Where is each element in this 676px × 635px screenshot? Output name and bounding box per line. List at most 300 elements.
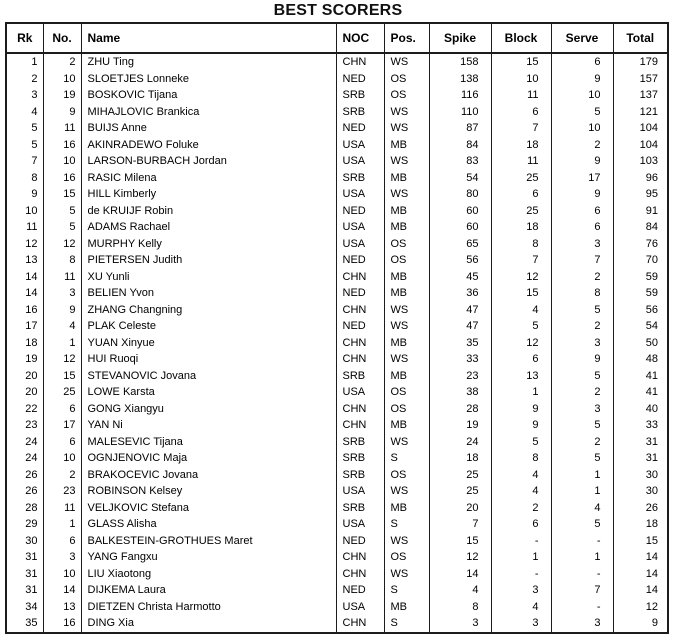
- cell-noc: SRB: [336, 87, 384, 104]
- cell-pos: WS: [384, 53, 429, 71]
- cell-noc: CHN: [336, 401, 384, 418]
- cell-total: 56: [613, 302, 668, 319]
- cell-name: OGNJENOVIC Maja: [81, 450, 336, 467]
- cell-pos: WS: [384, 153, 429, 170]
- cell-pos: OS: [384, 384, 429, 401]
- cell-spike: 18: [429, 450, 491, 467]
- cell-block: 2: [491, 500, 551, 517]
- cell-spike: 23: [429, 368, 491, 385]
- cell-rank: 26: [6, 483, 43, 500]
- cell-noc: USA: [336, 153, 384, 170]
- table-row: [6, 104, 668, 121]
- cell-total: 26: [613, 500, 668, 517]
- cell-rank: 3: [6, 87, 43, 104]
- table-row: [6, 335, 668, 352]
- cell-noc: USA: [336, 186, 384, 203]
- cell-rank: 34: [6, 599, 43, 616]
- cell-pos: OS: [384, 467, 429, 484]
- cell-noc: USA: [336, 219, 384, 236]
- cell-name: MURPHY Kelly: [81, 236, 336, 253]
- cell-total: 121: [613, 104, 668, 121]
- cell-rank: 5: [6, 137, 43, 154]
- cell-number: 6: [43, 401, 81, 418]
- cell-block: 18: [491, 137, 551, 154]
- cell-block: 3: [491, 615, 551, 633]
- cell-total: 30: [613, 483, 668, 500]
- cell-serve: 5: [551, 516, 613, 533]
- cell-number: 16: [43, 615, 81, 633]
- cell-rank: 31: [6, 566, 43, 583]
- cell-pos: S: [384, 450, 429, 467]
- cell-name: DIETZEN Christa Harmotto: [81, 599, 336, 616]
- cell-name: de KRUIJF Robin: [81, 203, 336, 220]
- cell-pos: OS: [384, 401, 429, 418]
- best-scorers-table: [5, 22, 669, 634]
- cell-rank: 24: [6, 450, 43, 467]
- cell-noc: SRB: [336, 500, 384, 517]
- col-header-spike: Spike: [429, 23, 491, 53]
- table-row: [6, 137, 668, 154]
- cell-total: 91: [613, 203, 668, 220]
- cell-spike: 158: [429, 53, 491, 71]
- cell-number: 6: [43, 533, 81, 550]
- cell-name: ZHANG Changning: [81, 302, 336, 319]
- cell-name: BOSKOVIC Tijana: [81, 87, 336, 104]
- cell-serve: 9: [551, 186, 613, 203]
- cell-block: 18: [491, 219, 551, 236]
- cell-noc: CHN: [336, 269, 384, 286]
- cell-spike: 25: [429, 483, 491, 500]
- table-row: [6, 566, 668, 583]
- cell-serve: 10: [551, 87, 613, 104]
- cell-block: 7: [491, 252, 551, 269]
- cell-total: 31: [613, 434, 668, 451]
- cell-spike: 28: [429, 401, 491, 418]
- cell-block: 25: [491, 203, 551, 220]
- cell-name: PIETERSEN Judith: [81, 252, 336, 269]
- cell-total: 95: [613, 186, 668, 203]
- cell-pos: WS: [384, 104, 429, 121]
- cell-rank: 14: [6, 285, 43, 302]
- cell-number: 9: [43, 104, 81, 121]
- cell-serve: 9: [551, 71, 613, 88]
- table-row: [6, 318, 668, 335]
- cell-pos: S: [384, 516, 429, 533]
- cell-serve: 17: [551, 170, 613, 187]
- cell-rank: 22: [6, 401, 43, 418]
- cell-rank: 31: [6, 582, 43, 599]
- cell-spike: 19: [429, 417, 491, 434]
- cell-rank: 5: [6, 120, 43, 137]
- table-row: [6, 417, 668, 434]
- cell-pos: WS: [384, 566, 429, 583]
- table-row: [6, 599, 668, 616]
- cell-noc: NED: [336, 120, 384, 137]
- cell-pos: WS: [384, 318, 429, 335]
- cell-number: 9: [43, 302, 81, 319]
- cell-rank: 30: [6, 533, 43, 550]
- table-row: [6, 269, 668, 286]
- table-row: [6, 533, 668, 550]
- cell-block: -: [491, 533, 551, 550]
- col-header-rank: Rk: [6, 23, 43, 53]
- table-body: [6, 53, 668, 633]
- cell-total: 14: [613, 582, 668, 599]
- cell-pos: WS: [384, 120, 429, 137]
- cell-spike: 60: [429, 203, 491, 220]
- cell-number: 1: [43, 335, 81, 352]
- cell-pos: OS: [384, 549, 429, 566]
- cell-pos: MB: [384, 170, 429, 187]
- cell-noc: NED: [336, 203, 384, 220]
- cell-serve: 9: [551, 153, 613, 170]
- cell-total: 12: [613, 599, 668, 616]
- cell-noc: CHN: [336, 335, 384, 352]
- cell-serve: 6: [551, 53, 613, 71]
- cell-spike: 15: [429, 533, 491, 550]
- cell-total: 9: [613, 615, 668, 633]
- cell-noc: NED: [336, 533, 384, 550]
- cell-rank: 8: [6, 170, 43, 187]
- cell-pos: WS: [384, 533, 429, 550]
- cell-serve: 5: [551, 417, 613, 434]
- cell-noc: NED: [336, 582, 384, 599]
- page-title: BEST SCORERS: [273, 2, 403, 19]
- cell-spike: 8: [429, 599, 491, 616]
- cell-noc: USA: [336, 236, 384, 253]
- cell-name: ZHU Ting: [81, 53, 336, 71]
- table-row: [6, 582, 668, 599]
- cell-number: 10: [43, 566, 81, 583]
- cell-total: 70: [613, 252, 668, 269]
- cell-pos: MB: [384, 137, 429, 154]
- cell-number: 17: [43, 417, 81, 434]
- cell-block: 10: [491, 71, 551, 88]
- cell-block: 25: [491, 170, 551, 187]
- cell-spike: 12: [429, 549, 491, 566]
- cell-number: 10: [43, 153, 81, 170]
- cell-block: 9: [491, 401, 551, 418]
- cell-total: 84: [613, 219, 668, 236]
- cell-total: 157: [613, 71, 668, 88]
- cell-noc: USA: [336, 599, 384, 616]
- cell-rank: 9: [6, 186, 43, 203]
- cell-rank: 26: [6, 467, 43, 484]
- cell-noc: SRB: [336, 467, 384, 484]
- cell-spike: 54: [429, 170, 491, 187]
- cell-number: 3: [43, 549, 81, 566]
- cell-pos: MB: [384, 599, 429, 616]
- cell-serve: -: [551, 599, 613, 616]
- cell-name: MALESEVIC Tijana: [81, 434, 336, 451]
- cell-rank: 11: [6, 219, 43, 236]
- cell-block: 5: [491, 318, 551, 335]
- cell-spike: 3: [429, 615, 491, 633]
- cell-serve: -: [551, 533, 613, 550]
- cell-spike: 33: [429, 351, 491, 368]
- table-row: [6, 219, 668, 236]
- cell-noc: USA: [336, 516, 384, 533]
- cell-serve: 9: [551, 351, 613, 368]
- cell-noc: CHN: [336, 615, 384, 633]
- col-header-serve: Serve: [551, 23, 613, 53]
- cell-number: 25: [43, 384, 81, 401]
- table-row: [6, 53, 668, 71]
- cell-block: 4: [491, 599, 551, 616]
- cell-total: 76: [613, 236, 668, 253]
- cell-block: 4: [491, 483, 551, 500]
- cell-total: 31: [613, 450, 668, 467]
- cell-total: 179: [613, 53, 668, 71]
- cell-name: HUI Ruoqi: [81, 351, 336, 368]
- table-row: [6, 87, 668, 104]
- cell-total: 104: [613, 120, 668, 137]
- cell-total: 96: [613, 170, 668, 187]
- cell-noc: CHN: [336, 351, 384, 368]
- cell-noc: USA: [336, 483, 384, 500]
- cell-spike: 25: [429, 467, 491, 484]
- cell-pos: MB: [384, 335, 429, 352]
- cell-number: 10: [43, 450, 81, 467]
- cell-number: 15: [43, 368, 81, 385]
- cell-rank: 1: [6, 53, 43, 71]
- cell-noc: SRB: [336, 434, 384, 451]
- cell-number: 3: [43, 285, 81, 302]
- cell-total: 33: [613, 417, 668, 434]
- cell-name: PLAK Celeste: [81, 318, 336, 335]
- cell-block: 15: [491, 53, 551, 71]
- cell-number: 16: [43, 137, 81, 154]
- cell-spike: 56: [429, 252, 491, 269]
- cell-spike: 47: [429, 318, 491, 335]
- cell-serve: 2: [551, 434, 613, 451]
- cell-noc: SRB: [336, 170, 384, 187]
- cell-block: 13: [491, 368, 551, 385]
- cell-pos: OS: [384, 236, 429, 253]
- cell-spike: 38: [429, 384, 491, 401]
- cell-name: GLASS Alisha: [81, 516, 336, 533]
- cell-block: -: [491, 566, 551, 583]
- cell-serve: 6: [551, 203, 613, 220]
- table-row: [6, 467, 668, 484]
- cell-spike: 20: [429, 500, 491, 517]
- cell-block: 5: [491, 434, 551, 451]
- cell-block: 11: [491, 153, 551, 170]
- cell-serve: 4: [551, 500, 613, 517]
- table-row: [6, 120, 668, 137]
- cell-rank: 12: [6, 236, 43, 253]
- cell-name: MIHAJLOVIC Brankica: [81, 104, 336, 121]
- cell-serve: 7: [551, 582, 613, 599]
- cell-spike: 84: [429, 137, 491, 154]
- cell-pos: WS: [384, 483, 429, 500]
- cell-rank: 13: [6, 252, 43, 269]
- cell-name: LARSON-BURBACH Jordan: [81, 153, 336, 170]
- cell-noc: CHN: [336, 417, 384, 434]
- cell-rank: 29: [6, 516, 43, 533]
- cell-pos: S: [384, 582, 429, 599]
- cell-total: 54: [613, 318, 668, 335]
- cell-number: 11: [43, 120, 81, 137]
- cell-pos: S: [384, 615, 429, 633]
- cell-serve: 10: [551, 120, 613, 137]
- cell-block: 8: [491, 236, 551, 253]
- cell-total: 30: [613, 467, 668, 484]
- col-header-block: Block: [491, 23, 551, 53]
- cell-noc: CHN: [336, 53, 384, 71]
- cell-total: 40: [613, 401, 668, 418]
- header-row: [6, 23, 668, 53]
- cell-number: 11: [43, 500, 81, 517]
- cell-total: 14: [613, 549, 668, 566]
- cell-name: HILL Kimberly: [81, 186, 336, 203]
- table-row: [6, 549, 668, 566]
- cell-block: 1: [491, 549, 551, 566]
- cell-block: 8: [491, 450, 551, 467]
- cell-pos: MB: [384, 417, 429, 434]
- cell-spike: 65: [429, 236, 491, 253]
- cell-rank: 31: [6, 549, 43, 566]
- cell-serve: 5: [551, 302, 613, 319]
- cell-block: 6: [491, 186, 551, 203]
- table-row: [6, 203, 668, 220]
- cell-noc: NED: [336, 318, 384, 335]
- cell-noc: NED: [336, 252, 384, 269]
- cell-pos: OS: [384, 87, 429, 104]
- cell-name: ADAMS Rachael: [81, 219, 336, 236]
- cell-block: 9: [491, 417, 551, 434]
- cell-serve: 1: [551, 549, 613, 566]
- table-row: [6, 186, 668, 203]
- cell-rank: 4: [6, 104, 43, 121]
- table-row: [6, 384, 668, 401]
- cell-noc: USA: [336, 137, 384, 154]
- cell-block: 3: [491, 582, 551, 599]
- table-row: [6, 170, 668, 187]
- cell-number: 10: [43, 71, 81, 88]
- col-header-pos: Pos.: [384, 23, 429, 53]
- cell-serve: 3: [551, 615, 613, 633]
- cell-rank: 7: [6, 153, 43, 170]
- cell-pos: OS: [384, 71, 429, 88]
- cell-block: 12: [491, 269, 551, 286]
- cell-spike: 60: [429, 219, 491, 236]
- cell-rank: 20: [6, 384, 43, 401]
- cell-name: XU Yunli: [81, 269, 336, 286]
- cell-rank: 23: [6, 417, 43, 434]
- cell-rank: 2: [6, 71, 43, 88]
- cell-noc: SRB: [336, 368, 384, 385]
- cell-name: ROBINSON Kelsey: [81, 483, 336, 500]
- cell-name: STEVANOVIC Jovana: [81, 368, 336, 385]
- cell-serve: 2: [551, 384, 613, 401]
- cell-pos: WS: [384, 434, 429, 451]
- cell-spike: 45: [429, 269, 491, 286]
- cell-rank: 17: [6, 318, 43, 335]
- cell-pos: MB: [384, 219, 429, 236]
- cell-name: YUAN Xinyue: [81, 335, 336, 352]
- cell-total: 50: [613, 335, 668, 352]
- cell-number: 13: [43, 599, 81, 616]
- cell-serve: 2: [551, 269, 613, 286]
- table-row: [6, 434, 668, 451]
- table-row: [6, 500, 668, 517]
- cell-serve: 1: [551, 483, 613, 500]
- cell-number: 14: [43, 582, 81, 599]
- cell-number: 19: [43, 87, 81, 104]
- cell-serve: 3: [551, 335, 613, 352]
- col-header-total: Total: [613, 23, 668, 53]
- col-header-noc: NOC: [336, 23, 384, 53]
- cell-number: 2: [43, 467, 81, 484]
- cell-number: 6: [43, 434, 81, 451]
- cell-block: 1: [491, 384, 551, 401]
- cell-pos: MB: [384, 269, 429, 286]
- cell-total: 15: [613, 533, 668, 550]
- cell-pos: OS: [384, 252, 429, 269]
- cell-rank: 16: [6, 302, 43, 319]
- cell-rank: 28: [6, 500, 43, 517]
- cell-number: 1: [43, 516, 81, 533]
- cell-serve: 6: [551, 219, 613, 236]
- table-row: [6, 302, 668, 319]
- cell-pos: MB: [384, 203, 429, 220]
- cell-serve: 3: [551, 236, 613, 253]
- cell-serve: 1: [551, 467, 613, 484]
- cell-noc: SRB: [336, 450, 384, 467]
- cell-spike: 80: [429, 186, 491, 203]
- cell-total: 59: [613, 285, 668, 302]
- cell-rank: 24: [6, 434, 43, 451]
- cell-rank: 10: [6, 203, 43, 220]
- cell-block: 12: [491, 335, 551, 352]
- cell-rank: 20: [6, 368, 43, 385]
- cell-serve: 7: [551, 252, 613, 269]
- cell-number: 12: [43, 351, 81, 368]
- cell-rank: 18: [6, 335, 43, 352]
- cell-serve: 5: [551, 368, 613, 385]
- cell-total: 18: [613, 516, 668, 533]
- cell-total: 14: [613, 566, 668, 583]
- cell-pos: MB: [384, 285, 429, 302]
- cell-noc: NED: [336, 285, 384, 302]
- cell-total: 103: [613, 153, 668, 170]
- cell-block: 7: [491, 120, 551, 137]
- table-row: [6, 236, 668, 253]
- cell-name: SLOETJES Lonneke: [81, 71, 336, 88]
- cell-spike: 35: [429, 335, 491, 352]
- cell-number: 16: [43, 170, 81, 187]
- cell-name: BELIEN Yvon: [81, 285, 336, 302]
- cell-serve: 8: [551, 285, 613, 302]
- cell-pos: WS: [384, 186, 429, 203]
- table-row: [6, 153, 668, 170]
- col-header-name: Name: [81, 23, 336, 53]
- col-header-number: No.: [43, 23, 81, 53]
- cell-total: 137: [613, 87, 668, 104]
- cell-spike: 138: [429, 71, 491, 88]
- cell-number: 5: [43, 203, 81, 220]
- table-row: [6, 368, 668, 385]
- cell-serve: -: [551, 566, 613, 583]
- cell-rank: 35: [6, 615, 43, 633]
- cell-name: AKINRADEWO Foluke: [81, 137, 336, 154]
- cell-block: 4: [491, 302, 551, 319]
- cell-number: 4: [43, 318, 81, 335]
- cell-number: 8: [43, 252, 81, 269]
- cell-name: YANG Fangxu: [81, 549, 336, 566]
- table-row: [6, 483, 668, 500]
